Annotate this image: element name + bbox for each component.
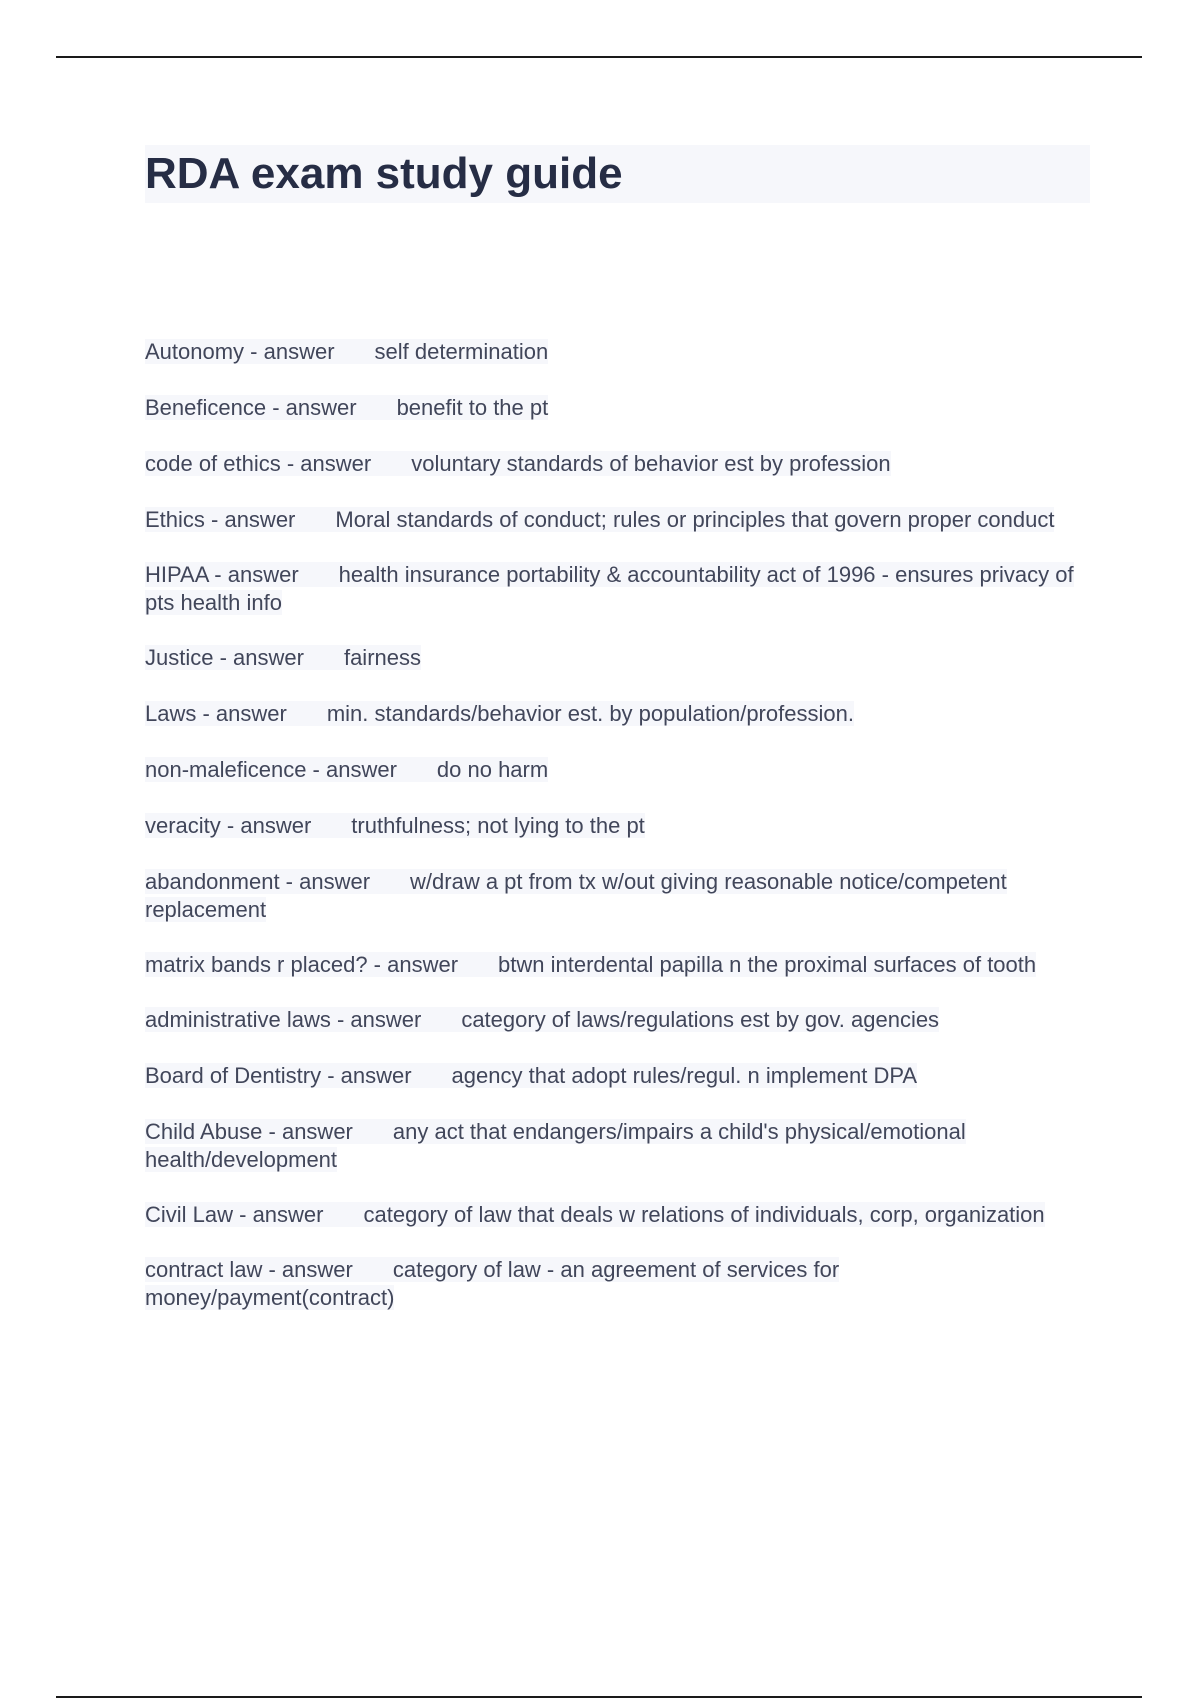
- list-item: [145, 394, 1090, 422]
- entry-term: administrative laws - answer: [145, 1007, 422, 1032]
- entry-definition: health insurance portability & accountability act of 1996 - ensures privacy of pts health info: [145, 562, 1074, 615]
- entry-definition: Moral standards of conduct; rules or principles that govern proper conduct: [335, 507, 1055, 532]
- list-item: [145, 700, 1090, 728]
- entry-term: Child Abuse - answer: [145, 1119, 353, 1144]
- page-title: RDA exam study guide: [145, 149, 623, 198]
- entry-term: Laws - answer: [145, 701, 287, 726]
- list-item: [145, 450, 1090, 478]
- entry-term: contract law - answer: [145, 1257, 353, 1282]
- entry-term: veracity - answer: [145, 813, 312, 838]
- list-item: [145, 561, 1090, 617]
- list-item: [145, 1118, 1090, 1174]
- entry-definition: category of laws/regulations est by gov. agencies: [461, 1007, 940, 1032]
- entry-term: Justice - answer: [145, 645, 304, 670]
- list-item: [145, 812, 1090, 840]
- entry-term: Civil Law - answer: [145, 1202, 324, 1227]
- list-item: [145, 1062, 1090, 1090]
- entry-definition: btwn interdental papilla n the proximal surfaces of tooth: [498, 952, 1037, 977]
- list-item: [145, 868, 1090, 924]
- entry-term: Beneficence - answer: [145, 395, 357, 420]
- list-item: [145, 1006, 1090, 1034]
- entry-definition: min. standards/behavior est. by population/profession.: [326, 701, 854, 726]
- entry-definition: any act that endangers/impairs a child's physical/emotional health/development: [145, 1119, 966, 1172]
- entry-definition: do no harm: [436, 757, 549, 782]
- list-item: [145, 338, 1090, 366]
- entry-term: Autonomy - answer: [145, 339, 335, 364]
- list-item: [145, 756, 1090, 784]
- entry-term: matrix bands r placed? - answer: [145, 952, 459, 977]
- entry-definition: voluntary standards of behavior est by profession: [411, 451, 891, 476]
- list-item: [145, 951, 1090, 979]
- entry-definition: w/draw a pt from tx w/out giving reasonable notice/competent replacement: [145, 869, 1007, 922]
- entry-definition: category of law that deals w relations of individuals, corp, organization: [363, 1202, 1045, 1227]
- top-rule: [56, 56, 1142, 58]
- list-item: [145, 644, 1090, 672]
- entry-term: non-maleficence - answer: [145, 757, 397, 782]
- list-item: [145, 506, 1090, 534]
- entry-term: HIPAA - answer: [145, 562, 299, 587]
- entry-definition: category of law - an agreement of services for money/payment(contract): [145, 1257, 840, 1310]
- bottom-rule: [56, 1696, 1142, 1698]
- list-item: [145, 1201, 1090, 1229]
- entry-term: Ethics - answer: [145, 507, 296, 532]
- entry-definition: benefit to the pt: [396, 395, 549, 420]
- list-item: [145, 1256, 1090, 1312]
- entry-definition: truthfulness; not lying to the pt: [351, 813, 645, 838]
- entry-term: code of ethics - answer: [145, 451, 372, 476]
- entry-term: abandonment - answer: [145, 869, 371, 894]
- entry-definition: agency that adopt rules/regul. n implement DPA: [451, 1063, 918, 1088]
- entry-term: Board of Dentistry - answer: [145, 1063, 412, 1088]
- flashcard-list: [145, 338, 1090, 1339]
- entry-definition: fairness: [343, 645, 421, 670]
- entry-definition: self determination: [374, 339, 549, 364]
